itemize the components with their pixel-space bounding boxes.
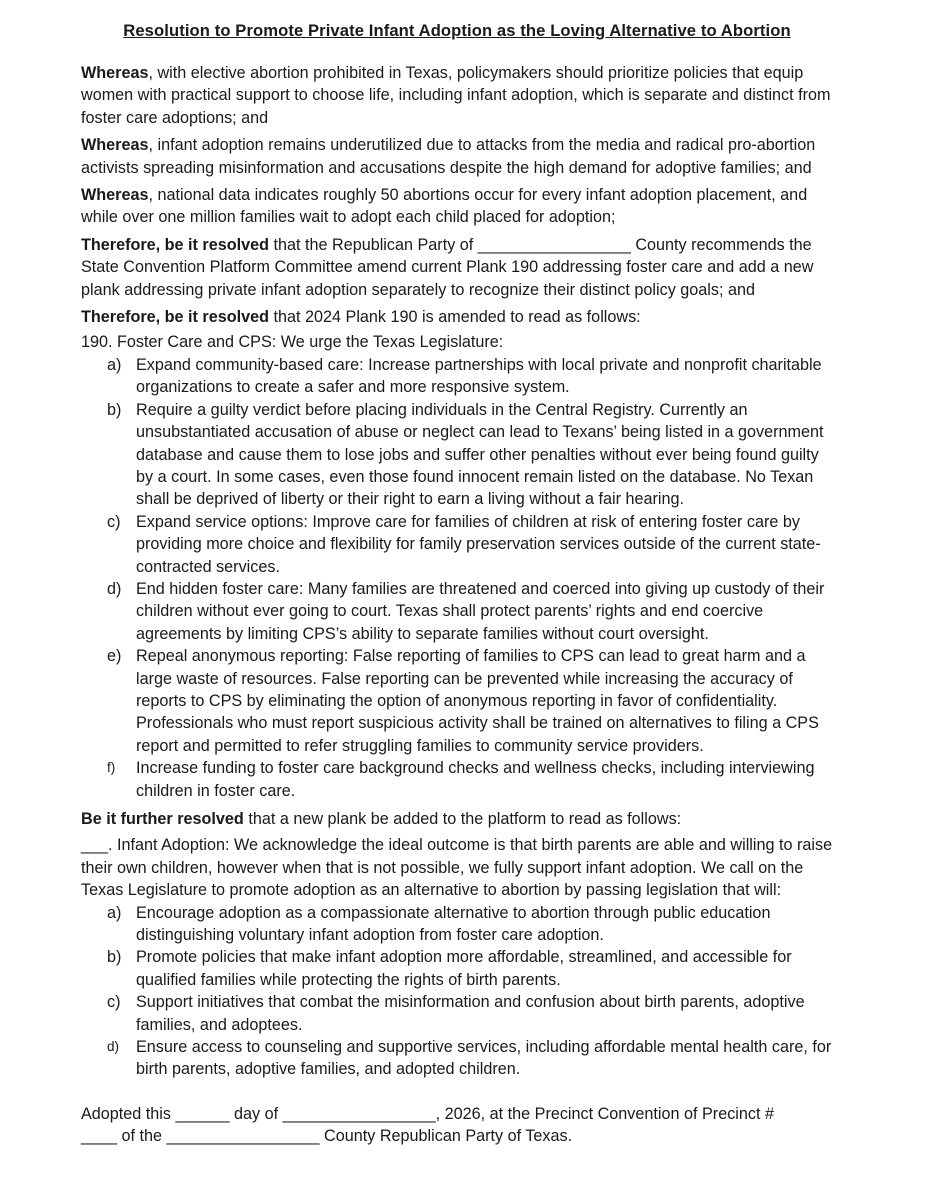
whereas-clause-1 bbox=[81, 62, 833, 129]
list-item-text: Support initiatives that combat the misinformation and confusion about birth parents, adoptive families, and adoptees. bbox=[136, 993, 805, 1034]
list-item-text: Ensure access to counseling and supportive services, including affordable mental health care, for birth parents, adoptive families, and adopted children. bbox=[136, 1038, 832, 1079]
new-plank-list bbox=[81, 902, 833, 1081]
list-item bbox=[81, 946, 833, 991]
document-title: Resolution to Promote Private Infant Adoption as the Loving Alternative to Abortion bbox=[123, 21, 791, 40]
list-item-text: Promote policies that make infant adoption more affordable, streamlined, and accessible for qualified families while protecting the rights of birth parents. bbox=[136, 948, 792, 989]
whereas-clause-2 bbox=[81, 134, 833, 179]
whereas-clause-3 bbox=[81, 184, 833, 229]
list-marker: d) bbox=[107, 1039, 120, 1055]
resolved-lead: Therefore, be it resolved bbox=[81, 308, 270, 327]
list-item-text: Expand community-based care: Increase partnerships with local private and nonprofit charitable organizations to create a safer and more responsive system. bbox=[136, 355, 822, 397]
resolved-text: that the Republican Party of _________________ County recommends the State Convention Platform Committee amend current Plank 190 addressing foster care and add a new plank addressing private infant adoption separately to recognize their distinct policy goals; and bbox=[81, 235, 814, 299]
whereas-lead: Whereas bbox=[81, 136, 149, 155]
list-item-text: Encourage adoption as a compassionate alternative to abortion through public education distinguishing voluntary infant adoption from foster care adoption. bbox=[136, 903, 771, 945]
list-marker: e) bbox=[107, 647, 122, 666]
resolved-clause-1 bbox=[81, 234, 833, 301]
list-item bbox=[81, 1036, 833, 1081]
plank-190-list bbox=[81, 354, 833, 802]
list-marker: f) bbox=[107, 760, 116, 776]
list-item bbox=[81, 578, 833, 645]
list-item-text: Increase funding to foster care background checks and wellness checks, including interviewing children in foster care. bbox=[136, 759, 815, 800]
list-item bbox=[81, 511, 833, 578]
whereas-lead: Whereas bbox=[81, 186, 149, 205]
whereas-text: , with elective abortion prohibited in Texas, policymakers should prioritize policies that equip women with practical support to choose life, including infant adoption, which is separate and distinct from foster care adoptions; and bbox=[81, 64, 831, 127]
adoption-statement bbox=[81, 1103, 833, 1148]
whereas-lead: Whereas bbox=[81, 64, 149, 82]
adoption-line-1: Adopted this ______ day of _________________, 2026, at the Precinct Convention of Precinct # bbox=[81, 1104, 774, 1123]
further-resolved-text: that a new plank be added to the platform to read as follows: bbox=[243, 810, 682, 828]
further-resolved-clause bbox=[81, 808, 833, 830]
plank-190-heading: 190. Foster Care and CPS: We urge the Texas Legislature: bbox=[81, 333, 504, 352]
list-marker: b) bbox=[107, 948, 122, 967]
list-item-text: Expand service options: Improve care for families of children at risk of entering foster care by providing more choice and flexibility for family preservation services outside of the current state-contracted services. bbox=[136, 512, 821, 576]
new-plank-heading: ___. Infant Adoption: We acknowledge the ideal outcome is that birth parents are able and willing to raise their own children, however when that is not possible, we fully support infant adoption. We call on the Texas Legislature to promote adoption as an alternative to abortion by passing legislation that will: bbox=[81, 836, 833, 900]
list-marker: b) bbox=[107, 400, 122, 419]
whereas-text: , infant adoption remains underutilized due to attacks from the media and radical pro-abortion activists spreading misinformation and accusations despite the high demand for adoptive families; and bbox=[81, 136, 816, 177]
list-item bbox=[81, 991, 833, 1036]
list-item-text: End hidden foster care: Many families are threatened and coerced into giving up custody of their children without ever going to court. Texas shall protect parents’ rights and end coercive agreements by limiting CPS’s ability to separate families without court oversight. bbox=[136, 579, 825, 643]
list-item-text: Repeal anonymous reporting: False reporting of families to CPS can lead to great harm and a large waste of resources. False reporting can be prevented while increasing the accuracy of reports to CPS by eliminating the option of anonymous reporting in favor of confidentiality. Professionals who must report suspicious activity shall be trained on alternatives to filing a CPS report and permitted to refer struggling families to community service providers. bbox=[136, 647, 819, 755]
list-item bbox=[81, 645, 833, 757]
further-resolved-lead: Be it further resolved bbox=[81, 810, 244, 828]
list-item bbox=[81, 354, 833, 399]
list-marker: c) bbox=[107, 993, 121, 1012]
list-marker: d) bbox=[107, 579, 122, 598]
list-item bbox=[81, 399, 833, 511]
list-item bbox=[81, 757, 833, 802]
list-marker: c) bbox=[107, 512, 121, 531]
whereas-text: , national data indicates roughly 50 abortions occur for every infant adoption placement, and while over one million families wait to adopt each child placed for adoption; bbox=[81, 186, 808, 227]
list-marker: a) bbox=[107, 355, 122, 374]
list-item-text: Require a guilty verdict before placing individuals in the Central Registry. Currently an unsubstantiated accusation of abuse or neglect can lead to Texans’ being listed in a government database and cause them to lose jobs and suffer other penalties without ever being found guilty by a court. In some cases, even those found innocent remain listed on the database. No Texan shall be deprived of liberty or their right to earn a living without a fair hearing. bbox=[136, 400, 824, 509]
adoption-line-2: ____ of the _________________ County Republican Party of Texas. bbox=[81, 1127, 573, 1146]
resolved-clause-2 bbox=[81, 306, 833, 328]
resolved-lead: Therefore, be it resolved bbox=[81, 235, 270, 254]
list-marker: a) bbox=[107, 903, 122, 922]
list-item bbox=[81, 902, 833, 947]
resolved-text: that 2024 Plank 190 is amended to read as follows: bbox=[269, 308, 641, 327]
